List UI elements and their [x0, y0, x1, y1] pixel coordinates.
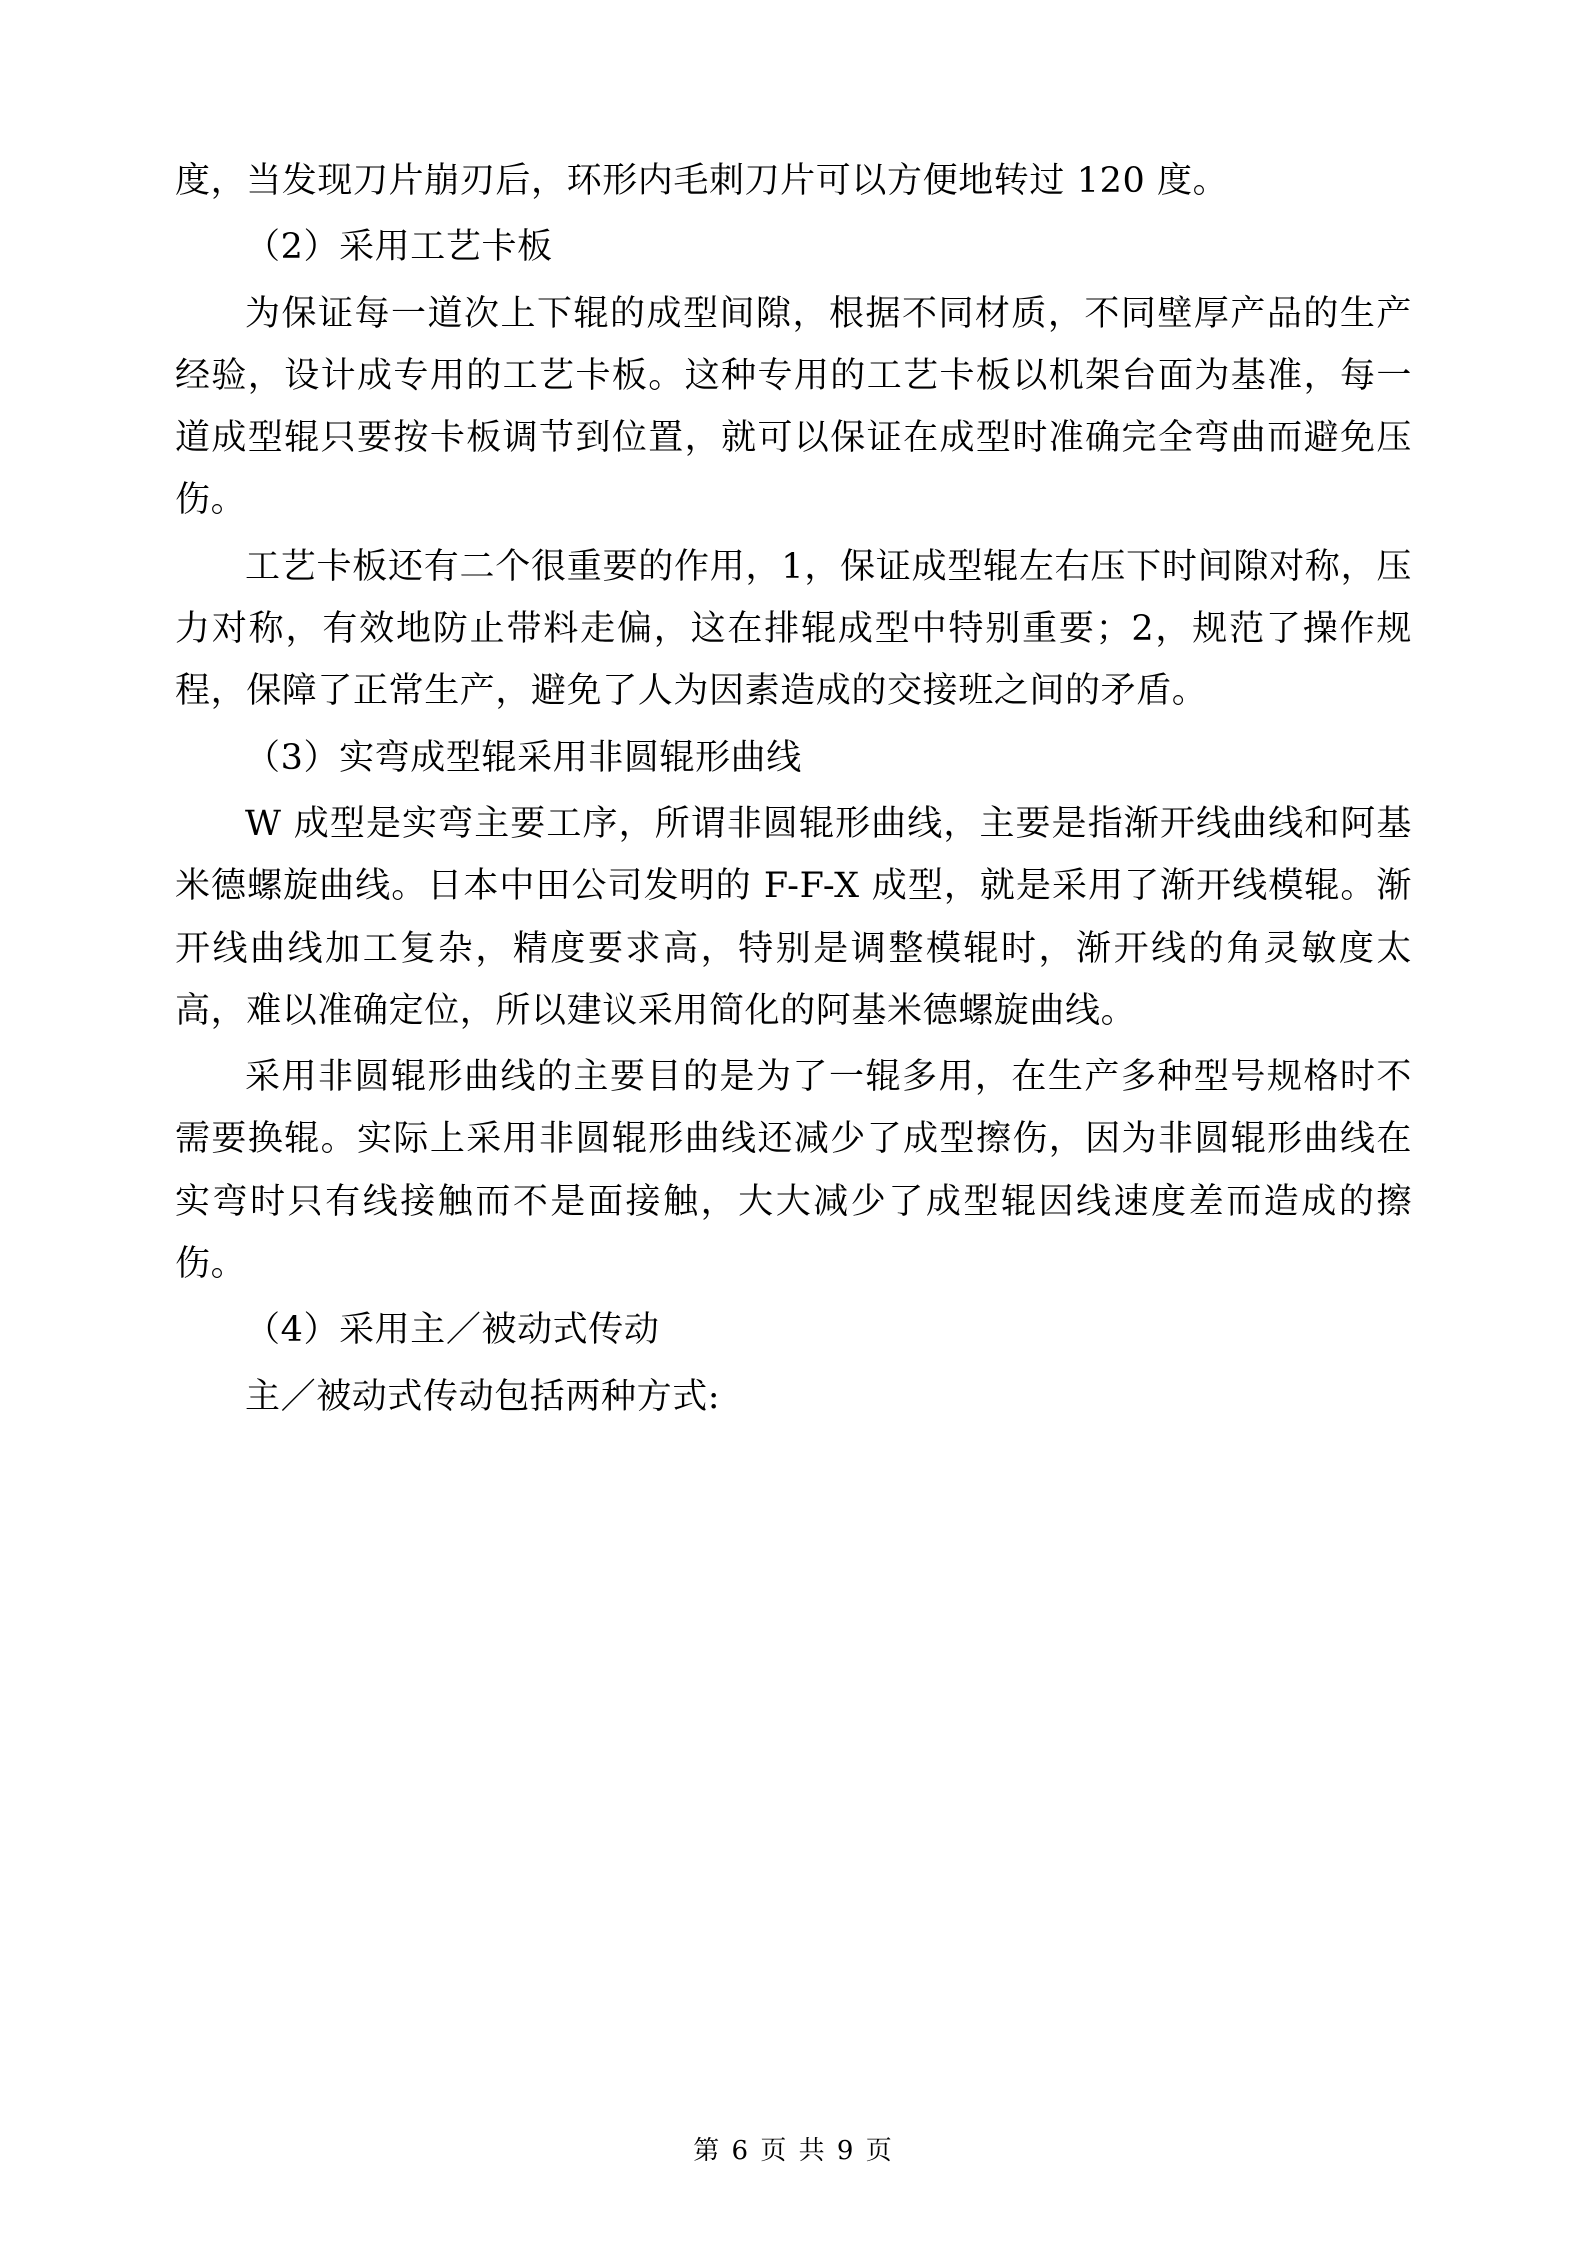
- paragraph: （4）采用主／被动式传动: [245, 1310, 660, 1351]
- paragraph: （2）采用工艺卡板: [245, 227, 553, 268]
- document-body: [175, 150, 1412, 1428]
- page-footer: 第 6 页 共 9 页: [693, 2136, 894, 2166]
- paragraph: （3）实弯成型辊采用非圆辊形曲线: [245, 737, 802, 778]
- paragraph: 采用非圆辊形曲线的主要目的是为了一辊多用，在生产多种型号规格时不需要换辊。实际上采用非圆辊形曲线还减少了成型擦伤，因为非圆辊形曲线在实弯时只有线接触而不是面接触，大大减少了成型辊因线速度差而造成的擦伤。: [175, 1057, 1412, 1285]
- paragraph: 度，当发现刀片崩刃后，环形内毛刺刀片可以方便地转过 120 度。: [175, 161, 1229, 201]
- paragraph: 主／被动式传动包括两种方式:: [245, 1376, 721, 1417]
- paragraph: 为保证每一道次上下辊的成型间隙，根据不同材质，不同壁厚产品的生产经验，设计成专用的工艺卡板。这种专用的工艺卡板以机架台面为基准，每一道成型辊只要按卡板调节到位置，就可以保证在成型时准确完全弯曲而避免压伤。: [175, 293, 1412, 521]
- paragraph: 工艺卡板还有二个很重要的作用，1，保证成型辊左右压下时间隙对称，压力对称，有效地防止带料走偏，这在排辊成型中特别重要；2，规范了操作规程，保障了正常生产，避免了人为因素造成的交接班之间的矛盾。: [175, 546, 1412, 712]
- paragraph: W 成型是实弯主要工序，所谓非圆辊形曲线，主要是指渐开线曲线和阿基米德螺旋曲线。日本中田公司发明的 F-F-X 成型，就是采用了渐开线模辊。渐开线曲线加工复杂，精度要求高，特别是调整模辊时，渐开线的角灵敏度太高，难以准确定位，所以建议采用简化的阿基米德螺旋曲线。: [175, 803, 1412, 1031]
